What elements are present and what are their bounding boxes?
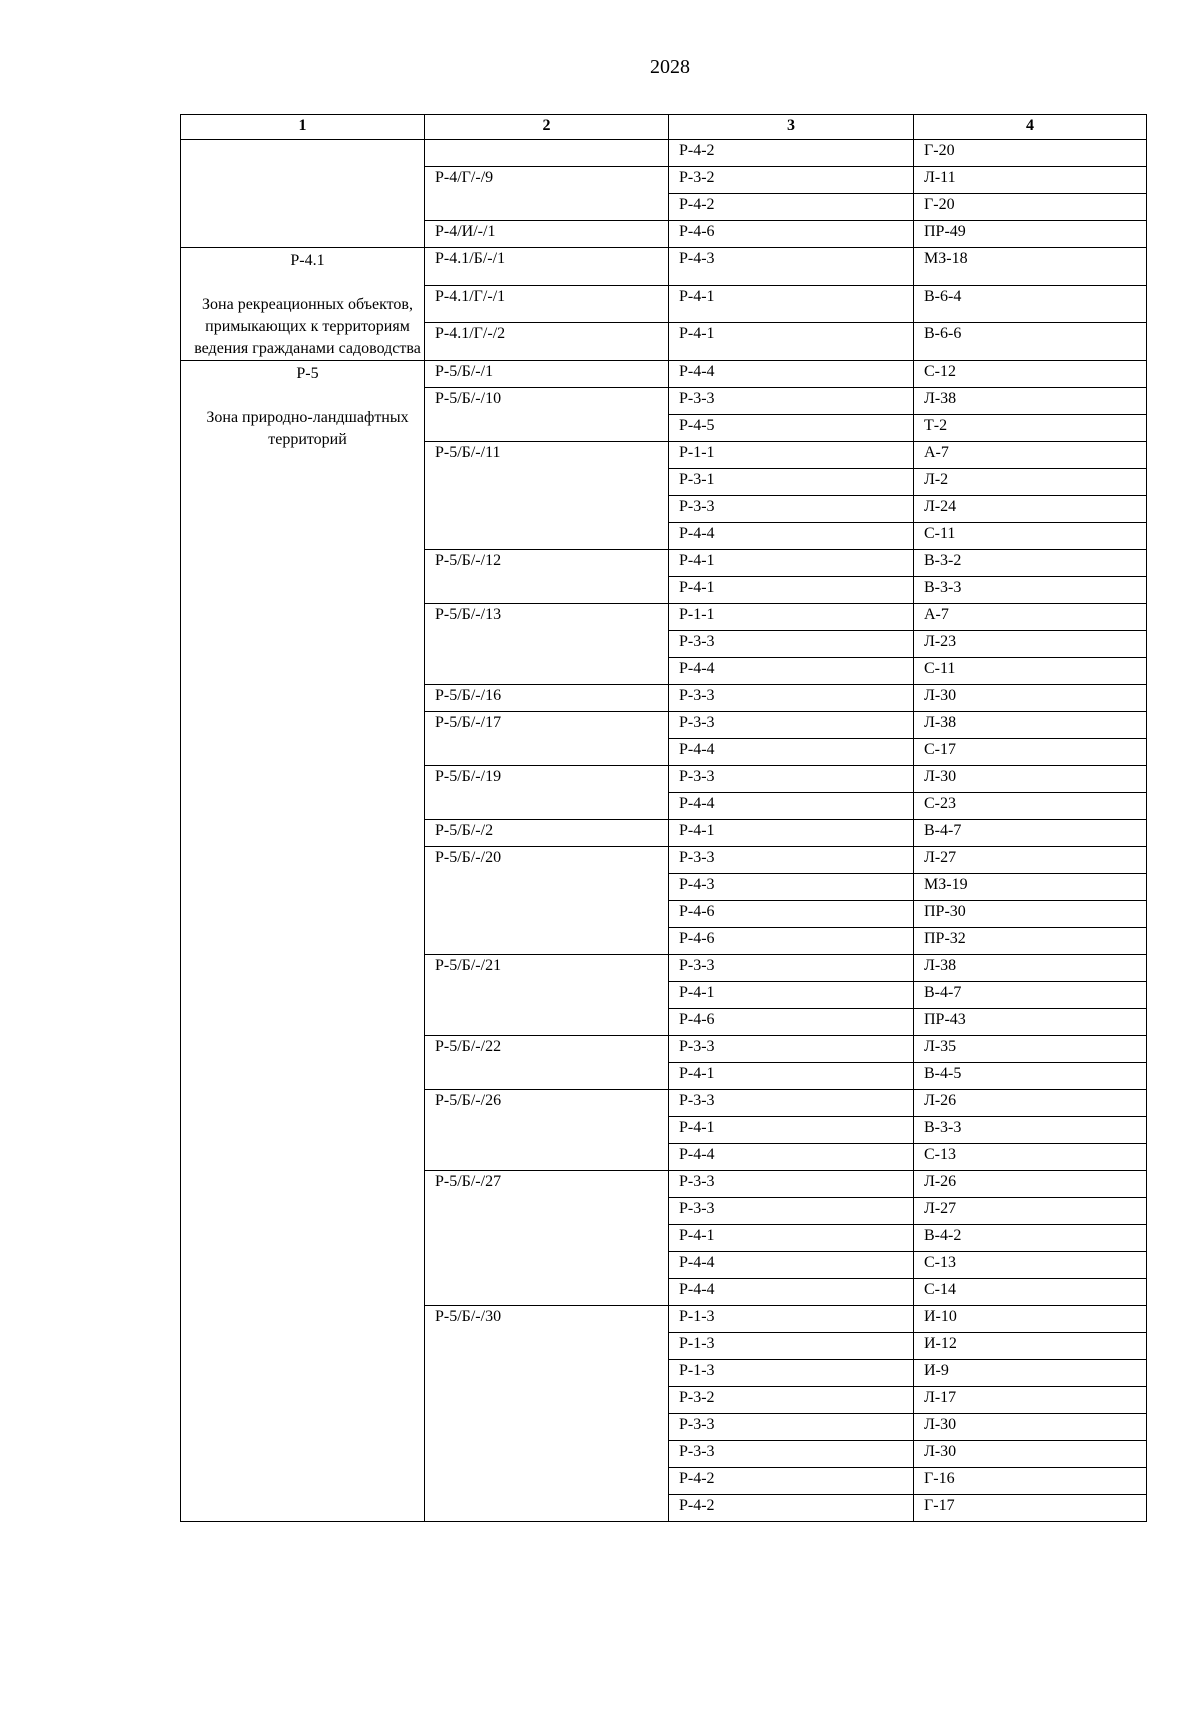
regulation-code: Р-4-2: [669, 194, 914, 221]
regulation-code: Р-4-6: [669, 1009, 914, 1036]
object-code: В-3-2: [914, 550, 1147, 577]
object-code: Л-26: [914, 1171, 1147, 1198]
subzone-code: Р-5/Б/-/13: [425, 604, 669, 685]
zone-cell: [181, 361, 425, 1522]
object-code: С-14: [914, 1279, 1147, 1306]
object-code: Л-35: [914, 1036, 1147, 1063]
regulation-code: Р-3-3: [669, 388, 914, 415]
regulation-code: Р-1-1: [669, 442, 914, 469]
regulation-code: Р-3-3: [669, 1198, 914, 1225]
regulation-code: Р-3-3: [669, 496, 914, 523]
regulation-code: Р-4-1: [669, 1063, 914, 1090]
regulation-code: Р-4-1: [669, 1117, 914, 1144]
object-code: А-7: [914, 442, 1147, 469]
object-code: И-10: [914, 1306, 1147, 1333]
object-code: А-7: [914, 604, 1147, 631]
object-code: Г-20: [914, 194, 1147, 221]
object-code: И-9: [914, 1360, 1147, 1387]
object-code: В-4-7: [914, 982, 1147, 1009]
object-code: В-4-7: [914, 820, 1147, 847]
page-number: 2028: [650, 56, 690, 78]
regulation-code: Р-4-1: [669, 323, 914, 361]
regulation-code: Р-1-3: [669, 1306, 914, 1333]
regulation-code: Р-3-3: [669, 1441, 914, 1468]
subzone-code: Р-5/Б/-/19: [425, 766, 669, 820]
subzone-code: Р-5/Б/-/2: [425, 820, 669, 847]
object-code: МЗ-18: [914, 248, 1147, 286]
object-code: ПР-43: [914, 1009, 1147, 1036]
subzone-code: Р-4/Г/-/9: [425, 167, 669, 221]
object-code: ПР-49: [914, 221, 1147, 248]
table-row: [181, 140, 1147, 167]
regulation-code: Р-4-6: [669, 221, 914, 248]
regulation-code: Р-3-2: [669, 1387, 914, 1414]
object-code: Л-23: [914, 631, 1147, 658]
regulation-code: Р-3-1: [669, 469, 914, 496]
object-code: В-6-4: [914, 285, 1147, 323]
object-code: В-3-3: [914, 577, 1147, 604]
column-header-2: 2: [425, 115, 669, 140]
regulation-code: Р-4-6: [669, 928, 914, 955]
regulation-code: Р-3-3: [669, 631, 914, 658]
regulation-code: Р-3-3: [669, 1414, 914, 1441]
subzone-code: Р-5/Б/-/20: [425, 847, 669, 955]
regulation-code: Р-3-3: [669, 1090, 914, 1117]
regulation-code: Р-4-1: [669, 550, 914, 577]
subzone-code: [425, 140, 669, 167]
subzone-code: Р-5/Б/-/22: [425, 1036, 669, 1090]
object-code: С-23: [914, 793, 1147, 820]
regulation-code: Р-4-1: [669, 820, 914, 847]
subzone-code: Р-5/Б/-/27: [425, 1171, 669, 1306]
object-code: Л-24: [914, 496, 1147, 523]
table-row: [181, 361, 1147, 388]
subzone-code: Р-5/Б/-/16: [425, 685, 669, 712]
zones-table: [180, 114, 1147, 1522]
column-header-1: 1: [181, 115, 425, 140]
subzone-code: Р-5/Б/-/17: [425, 712, 669, 766]
regulation-code: Р-3-3: [669, 1171, 914, 1198]
regulation-code: Р-1-3: [669, 1333, 914, 1360]
object-code: Л-30: [914, 685, 1147, 712]
subzone-code: Р-4.1/Г/-/1: [425, 285, 669, 323]
regulation-code: Р-3-2: [669, 167, 914, 194]
zone-name: Зона рекреационных объектов, примыкающих к территориям ведения гражданами садоводства: [194, 296, 421, 357]
object-code: ПР-32: [914, 928, 1147, 955]
regulation-code: Р-4-1: [669, 982, 914, 1009]
regulation-code: Р-4-4: [669, 739, 914, 766]
object-code: С-13: [914, 1144, 1147, 1171]
regulation-code: Р-4-2: [669, 1468, 914, 1495]
regulation-code: Р-3-3: [669, 955, 914, 982]
regulation-code: Р-4-5: [669, 415, 914, 442]
regulation-code: Р-4-1: [669, 577, 914, 604]
subzone-code: Р-5/Б/-/10: [425, 388, 669, 442]
object-code: Т-2: [914, 415, 1147, 442]
object-code: С-11: [914, 523, 1147, 550]
regulation-code: Р-3-3: [669, 766, 914, 793]
object-code: ПР-30: [914, 901, 1147, 928]
regulation-code: Р-4-2: [669, 140, 914, 167]
subzone-code: Р-5/Б/-/21: [425, 955, 669, 1036]
object-code: МЗ-19: [914, 874, 1147, 901]
subzone-code: Р-4.1/Б/-/1: [425, 248, 669, 286]
subzone-code: Р-4.1/Г/-/2: [425, 323, 669, 361]
object-code: Г-16: [914, 1468, 1147, 1495]
zone-name: Зона природно-ландшафтных территорий: [206, 409, 409, 448]
table-body: [181, 140, 1147, 1522]
zone-cell: [181, 248, 425, 361]
subzone-code: Р-5/Б/-/26: [425, 1090, 669, 1171]
regulation-code: Р-4-1: [669, 285, 914, 323]
object-code: Л-30: [914, 766, 1147, 793]
object-code: Г-20: [914, 140, 1147, 167]
subzone-code: Р-5/Б/-/1: [425, 361, 669, 388]
regulation-code: Р-4-1: [669, 1225, 914, 1252]
object-code: Л-26: [914, 1090, 1147, 1117]
object-code: Л-38: [914, 955, 1147, 982]
column-header-3: 3: [669, 115, 914, 140]
object-code: Л-38: [914, 388, 1147, 415]
object-code: Л-30: [914, 1414, 1147, 1441]
object-code: В-3-3: [914, 1117, 1147, 1144]
object-code: Л-27: [914, 847, 1147, 874]
object-code: Г-17: [914, 1495, 1147, 1522]
regulation-code: Р-3-3: [669, 712, 914, 739]
zone-code: Р-4.1: [290, 252, 325, 269]
regulation-code: Р-3-3: [669, 1036, 914, 1063]
table-row: [181, 248, 1147, 286]
object-code: Л-11: [914, 167, 1147, 194]
zone-cell: [181, 140, 425, 248]
regulation-code: Р-3-3: [669, 685, 914, 712]
object-code: Л-27: [914, 1198, 1147, 1225]
object-code: С-12: [914, 361, 1147, 388]
subzone-code: Р-4/И/-/1: [425, 221, 669, 248]
object-code: Л-2: [914, 469, 1147, 496]
object-code: Л-38: [914, 712, 1147, 739]
subzone-code: Р-5/Б/-/30: [425, 1306, 669, 1522]
regulation-code: Р-4-6: [669, 901, 914, 928]
zone-code: Р-5: [296, 365, 319, 382]
regulation-code: Р-1-1: [669, 604, 914, 631]
regulation-code: Р-4-4: [669, 1279, 914, 1306]
regulation-code: Р-4-4: [669, 1144, 914, 1171]
column-header-4: 4: [914, 115, 1147, 140]
header-row: [181, 115, 1147, 140]
regulation-code: Р-4-4: [669, 523, 914, 550]
regulation-code: Р-4-2: [669, 1495, 914, 1522]
object-code: И-12: [914, 1333, 1147, 1360]
regulation-code: Р-4-4: [669, 658, 914, 685]
object-code: С-17: [914, 739, 1147, 766]
subzone-code: Р-5/Б/-/11: [425, 442, 669, 550]
regulation-code: Р-4-3: [669, 874, 914, 901]
object-code: В-6-6: [914, 323, 1147, 361]
regulation-code: Р-4-4: [669, 793, 914, 820]
regulation-code: Р-4-4: [669, 361, 914, 388]
object-code: С-11: [914, 658, 1147, 685]
subzone-code: Р-5/Б/-/12: [425, 550, 669, 604]
object-code: С-13: [914, 1252, 1147, 1279]
regulation-code: Р-4-4: [669, 1252, 914, 1279]
regulation-code: Р-4-3: [669, 248, 914, 286]
regulation-code: Р-1-3: [669, 1360, 914, 1387]
object-code: Л-30: [914, 1441, 1147, 1468]
object-code: В-4-2: [914, 1225, 1147, 1252]
object-code: В-4-5: [914, 1063, 1147, 1090]
regulation-code: Р-3-3: [669, 847, 914, 874]
object-code: Л-17: [914, 1387, 1147, 1414]
